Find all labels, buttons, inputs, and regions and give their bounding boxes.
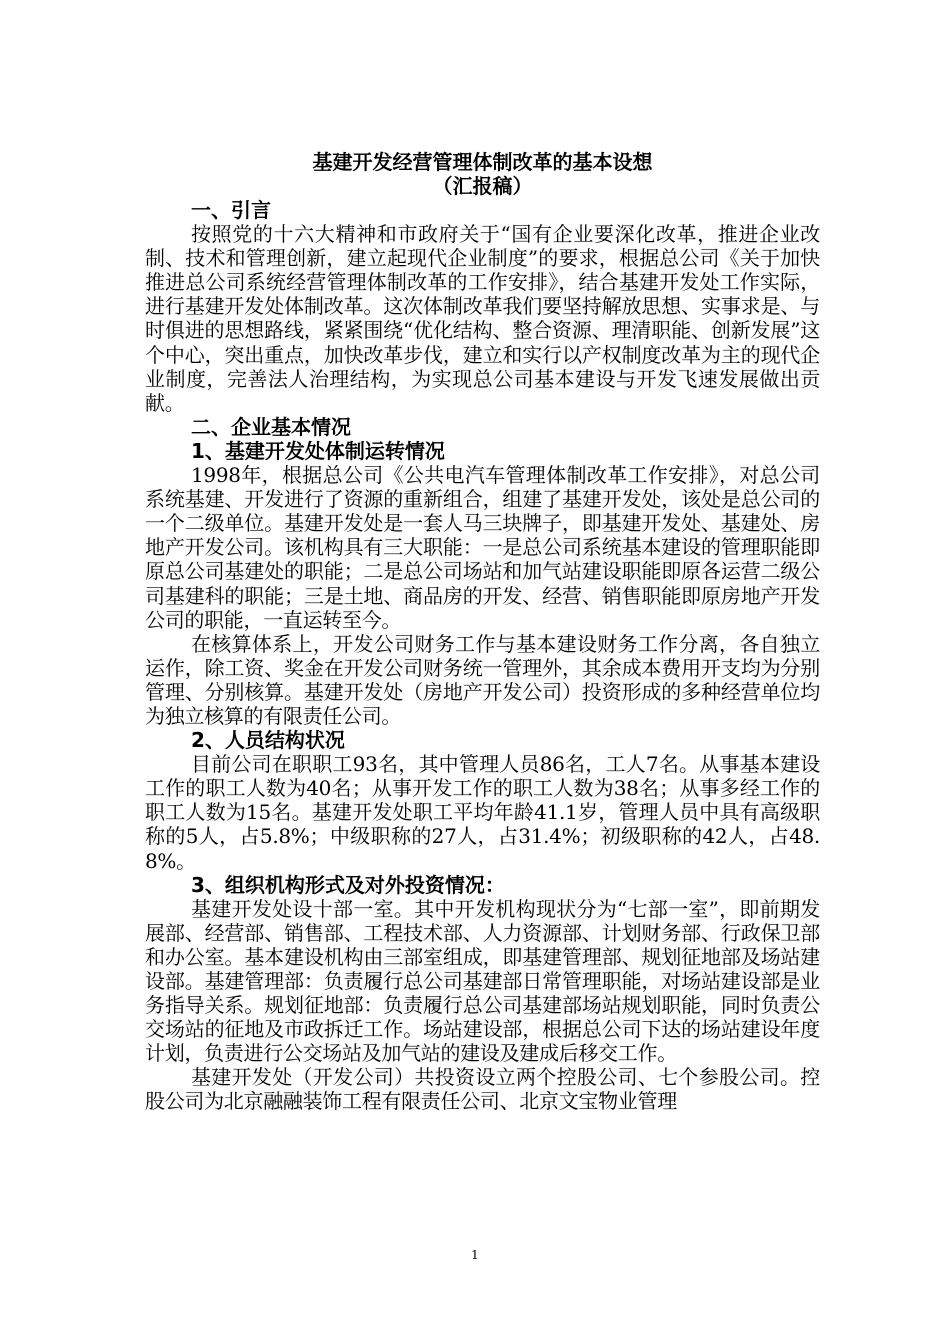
- document-subtitle: （汇报稿）: [432, 174, 533, 198]
- paragraph-staff-structure: 目前公司在职职工93名，其中管理人员86名，工人7名。从事基本建设工作的职工人数为40名；从事开发工作的职工人数为38名；从事多经工作的职工人数为15名。基建开发处职工平均年龄41.1岁，管理人员中具有高级职称的5人，占5.8%；中级职称的27人，占31.4%；初级职称的42人，占48.8%。: [145, 752, 820, 873]
- paragraph-investments: 基建开发处（开发公司）共投资设立两个控股公司、七个参股公司。控股公司为北京融融装饰工程有限责任公司、北京文宝物业管理: [145, 1065, 820, 1114]
- paragraph-organization: 基建开发处设十部一室。其中开发机构现状分为“七部一室”，即前期发展部、经营部、销售部、工程技术部、人力资源部、计划财务部、行政保卫部和办公室。基本建设机构由三部室组成，即基建管理部、规划征地部及场站建设部。基建管理部：负责履行总公司基建部日常管理职能，对场站建设部是业务指导关系。规划征地部：负责履行总公司基建部场站规划职能，同时负责公交场站的征地及市政拆迁工作。场站建设部，根据总公司下达的场站建设年度计划，负责进行公交场站及加气站的建设及建成后移交工作。: [145, 896, 820, 1066]
- paragraph-introduction: 按照党的十六大精神和市政府关于“国有企业要深化改革，推进企业改制、技术和管理创新，建立起现代企业制度”的要求，根据总公司《关于加快推进总公司系统经营管理体制改革的工作安排》，结合基建开发处工作实际，进行基建开发处体制改革。这次体制改革我们要坚持解放思想、实事求是、与时俱进的思想路线，紧紧围绕“优化结构、整合资源、理清职能、创新发展”这个中心，突出重点，加快改革步伐，建立和实行以产权制度改革为主的现代企业制度，完善法人治理结构，为实现总公司基本建设与开发飞速发展做出贡献。: [145, 222, 820, 415]
- page-number: 1: [471, 1248, 479, 1262]
- subsection-heading-organization: 3、组织机构形式及对外投资情况：: [191, 872, 505, 897]
- document-title: 基建开发经营管理体制改革的基本设想: [312, 150, 653, 174]
- section-heading-basic-situation: 二、企业基本情况: [191, 414, 351, 439]
- document-body: [145, 150, 820, 1114]
- subsection-heading-system-operation: 1、基建开发处体制运转情况: [191, 438, 445, 463]
- section-heading-introduction: 一、引言: [191, 198, 271, 222]
- paragraph-system-operation: 1998年，根据总公司《公共电汽车管理体制改革工作安排》，对总公司系统基建、开发进行了资源的重新组合，组建了基建开发处，该处是总公司的一个二级单位。基建开发处是一套人马三块牌子，即基建开发处、基建处、房地产开发公司。该机构具有三大职能：一是总公司系统基本建设的管理职能即原总公司基建处的职能；二是总公司场站和加气站建设职能即原各运营二级公司基建科的职能；三是土地、商品房的开发、经营、销售职能即原房地产开发公司的职能，一直运转至今。: [145, 463, 820, 632]
- subsection-heading-staff-structure: 2、人员结构状况: [191, 728, 345, 753]
- paragraph-accounting-system: 在核算体系上，开发公司财务工作与基本建设财务工作分离，各自独立运作，除工资、奖金在开发公司财务统一管理外，其余成本费用开支均为分别管理、分别核算。基建开发处（房地产开发公司）投资形成的多种经营单位均为独立核算的有限责任公司。: [145, 631, 820, 728]
